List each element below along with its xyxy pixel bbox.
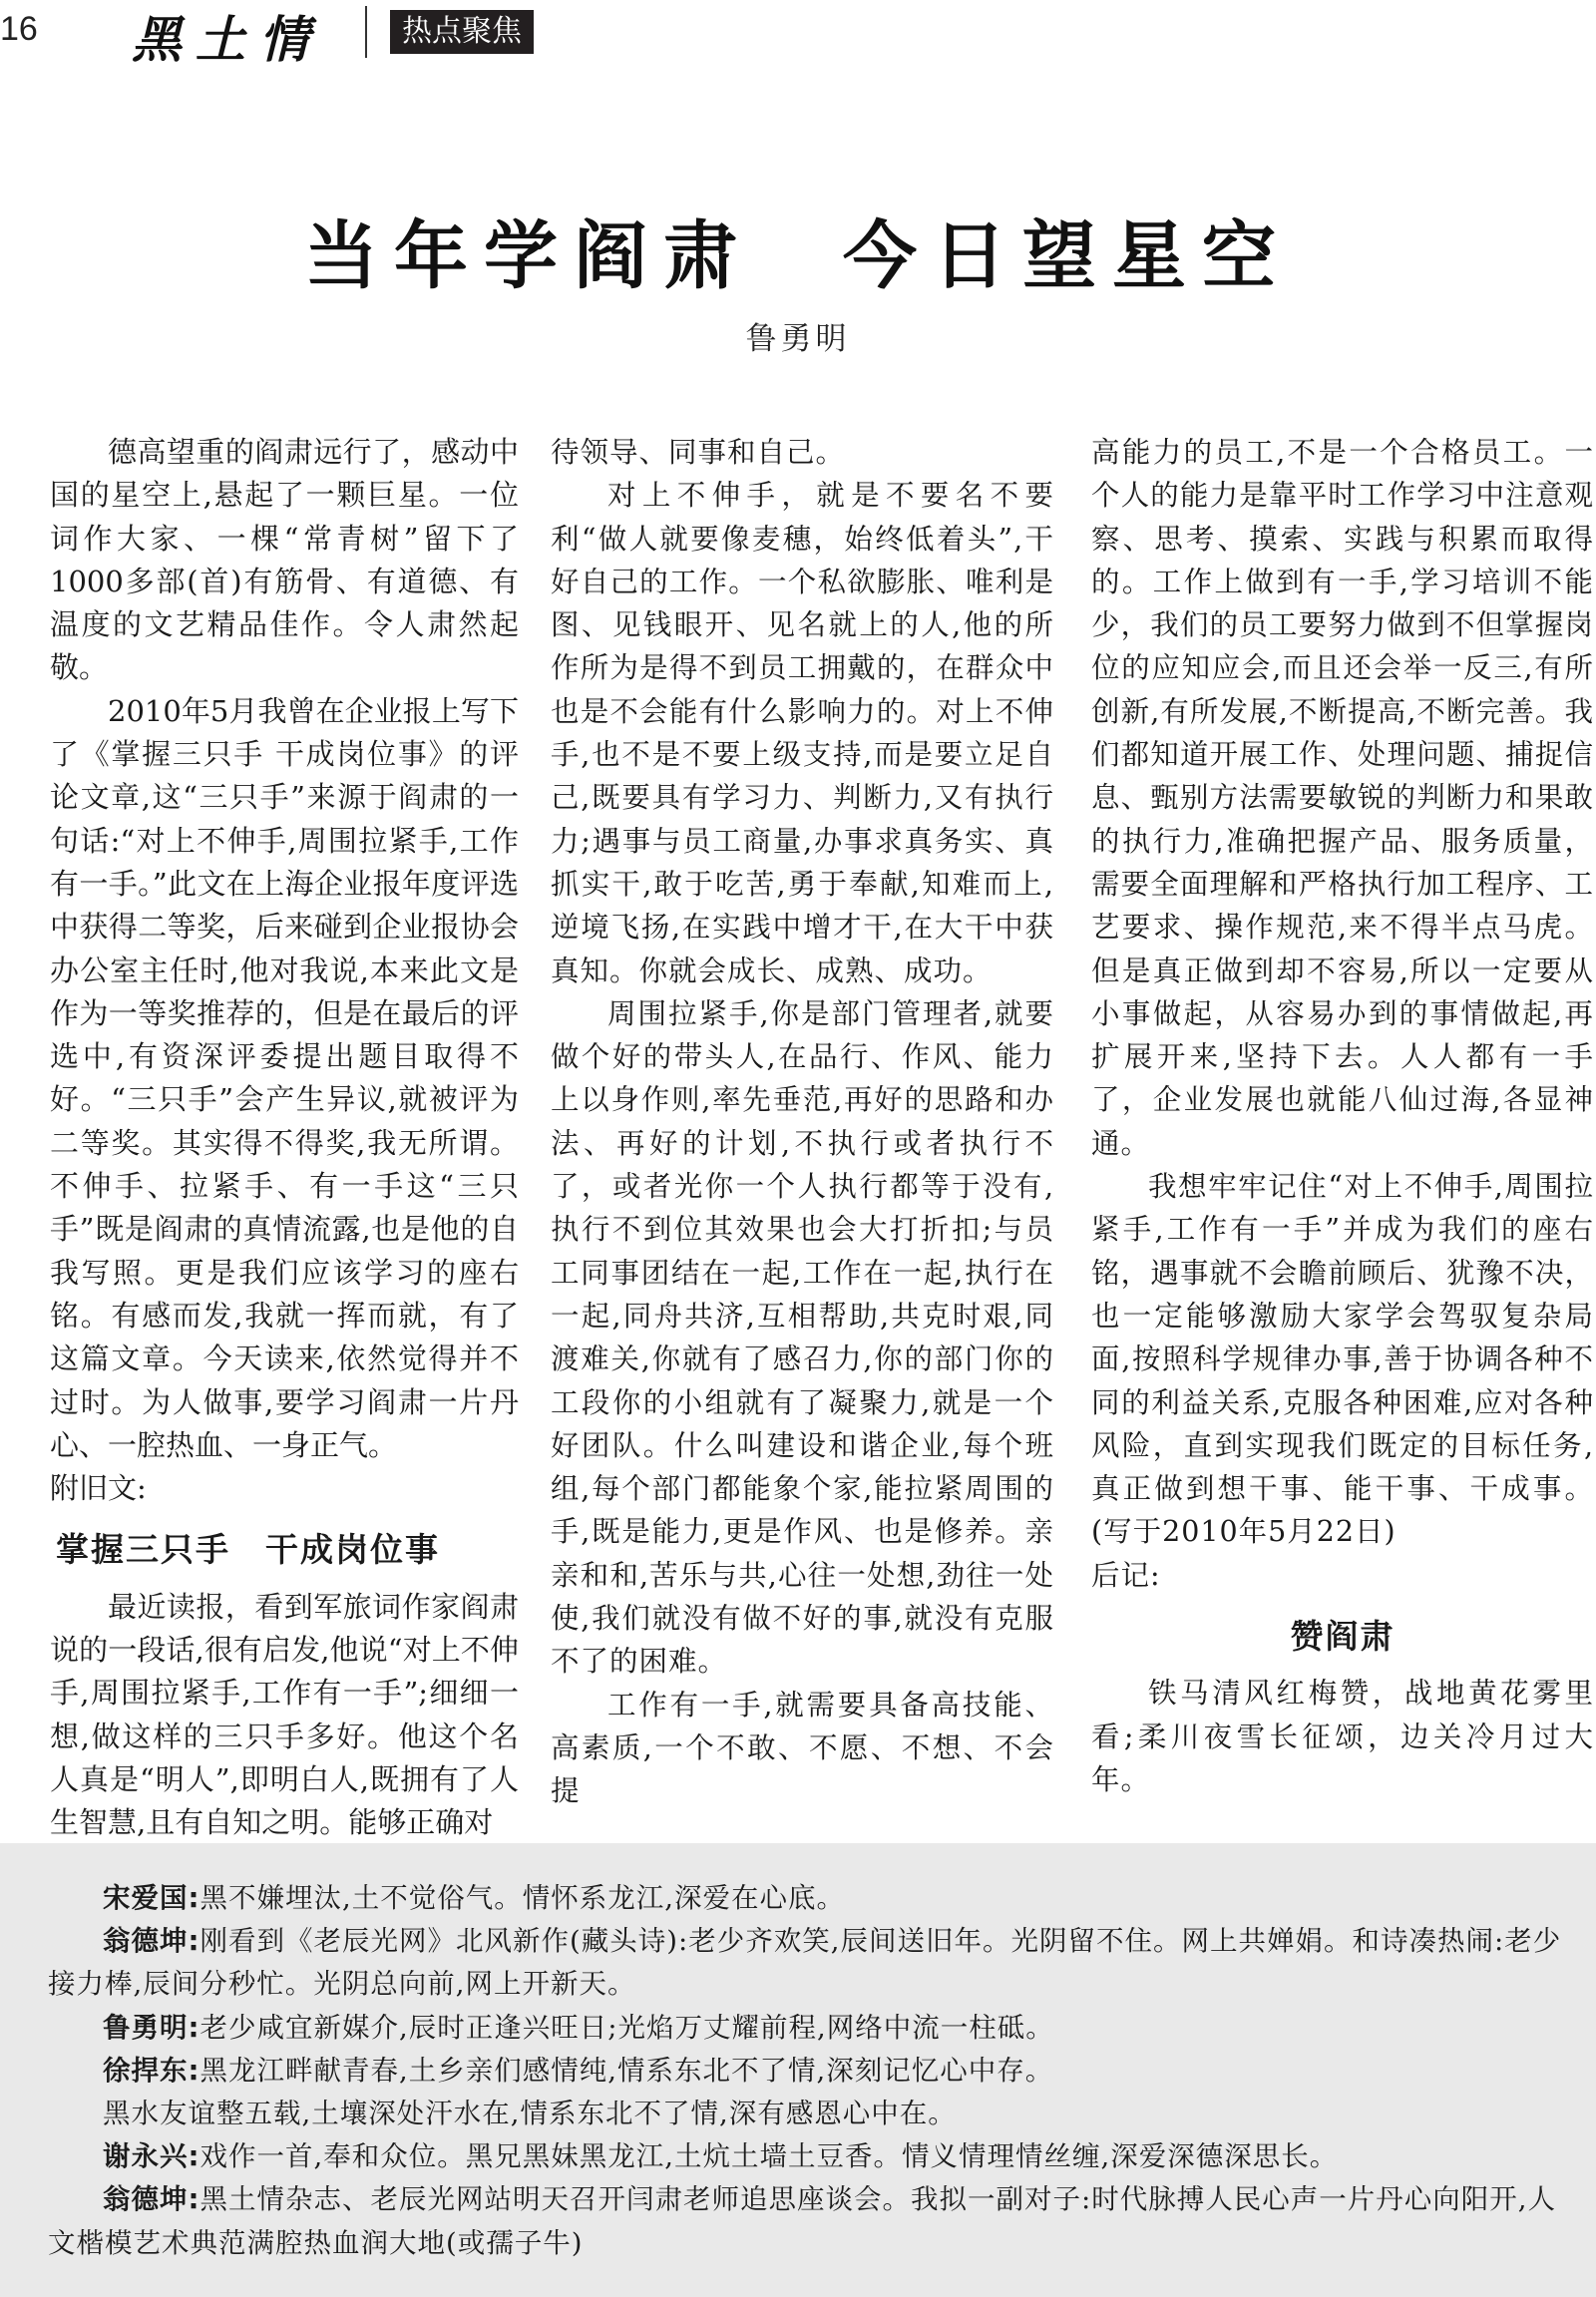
article-author: 鲁勇明	[745, 321, 851, 357]
paragraph: 铁马清风红梅赞，战地黄花雾里看;柔川夜雪长征颂，边关冷月过大年。	[1091, 1677, 1594, 1796]
comment-text: 戏作一首,奉和众位。黑兄黑妹黑龙江,土炕土墙土豆香。情义情理情丝缠,深爱深德深思长。	[200, 2140, 1339, 2173]
paragraph: 待领导、同事和自己。	[551, 436, 846, 469]
section-tag: 热点聚焦	[390, 10, 534, 54]
comment-text: 黑龙江畔献青春,土乡亲们感情纯,情系东北不了情,深刻记忆心中存。	[200, 2054, 1054, 2087]
commenter-name: 宋爱国:	[103, 1882, 200, 1914]
paragraph: 附旧文:	[50, 1471, 147, 1506]
sub-heading: 赞阎肃	[1290, 1617, 1396, 1657]
comment-item	[48, 2135, 1564, 2178]
comment-item	[48, 2007, 1564, 2050]
paragraph: 周围拉紧手,你是部门管理者,就要做个好的带头人,在品行、作风、能力上以身作则,率先垂范,再好的思路和办法、再好的计划,不执行或者执行不了，或者光你一个人执行都等于没有,执行不到位其效果也会大打折扣;与员工同事团结在一起,工作在一起,执行在一起,同舟共济,互相帮助,共克时艰,同渡难关,你就有了感召力,你的部门你的工段你的小组就有了凝聚力,就是一个好团队。什么叫建设和谐企业,每个班组,每个部门都能象个家,能拉紧周围的手,既是能力,更是作风、也是修养。亲亲和和,苦乐与共,心往一处想,劲往一处使,我们就没有做不好的事,就没有克服不了的困难。	[551, 996, 1054, 1679]
comment-text: 黑土情杂志、老辰光网站明天召开闫肃老师追思座谈会。我拟一副对子:时代脉搏人民心声一片丹心向阳开,人文楷模艺术典范满腔热血润大地(或孺子牛)	[48, 2183, 1557, 2259]
comments-box	[0, 1843, 1596, 2297]
sub-heading: 掌握三只手 干成岗位事	[56, 1530, 440, 1570]
commenter-name: 鲁勇明:	[103, 2011, 200, 2044]
comment-item	[48, 2178, 1564, 2264]
comments-list	[48, 1877, 1564, 2265]
comment-text: 老少咸宜新媒介,辰时正逢兴旺日;光焰万丈耀前程,网络中流一柱砥。	[200, 2011, 1054, 2044]
comment-text: 刚看到《老辰光网》北风新作(藏头诗):老少齐欢笑,辰间送旧年。光阴留不住。网上共婵娟。和诗凑热闹:老少接力棒,辰间分秒忙。光阴总向前,网上开新天。	[48, 1925, 1562, 2001]
comment-item	[48, 2050, 1564, 2093]
page-number: 16	[0, 10, 38, 48]
comment-text: 黑不嫌埋汰,土不觉俗气。情怀系龙江,深爱在心底。	[200, 1882, 845, 1914]
comment-item	[48, 1920, 1564, 2006]
commenter-name: 翁德坤:	[103, 1925, 200, 1958]
paragraph: 2010年5月我曾在企业报上写下了《掌握三只手 干成岗位事》的评论文章,这“三只手”来源于阎肃的一句话:“对上不伸手,周围拉紧手,工作有一手。”此文在上海企业报年度评选中获得二等奖，后来碰到企业报协会办公室主任时,他对我说,本来此文是作为一等奖推荐的，但是在最后的评选中,有资深评委提出题目取得不好。“三只手”会产生异议,就被评为二等奖。其实得不得奖,我无所谓。不伸手、拉紧手、有一手这“三只手”既是阎肃的真情流露,也是他的自我写照。更是我们应该学习的座右铭。有感而发,我就一挥而就，有了这篇文章。今天读来,依然觉得并不过时。为人做事,要学习阎肃一片丹心、一腔热血、一身正气。	[50, 693, 519, 1462]
paragraph: 我想牢牢记住“对上不伸手,周围拉紧手,工作有一手”并成为我们的座右铭，遇事就不会瞻前顾后、犹豫不决，也一定能够激励大家学会驾驭复杂局面,按照科学规律办事,善于协调各种不同的利益关系,克服各种困难,应对各种风险，直到实现我们既定的目标任务,真正做到想干事、能干事、干成事。(写于2010年5月22日)	[1091, 1170, 1594, 1549]
paragraph: 对上不伸手，就是不要名不要利“做人就要像麦穗，始终低着头”,干好自己的工作。一个私欲膨胀、唯利是图、见钱眼开、见名就上的人,他的所作所为是得不到员工拥戴的，在群众中也是不会能有什么影响力的。对上不伸手,也不是不要上级支持,而是要立足自己,既要具有学习力、判断力,又有执行力;遇事与员工商量,办事求真务实、真抓实干,敢于吃苦,勇于奉献,知难而上,逆境飞扬,在实践中增才干,在大干中获真知。你就会成长、成熟、成功。	[551, 479, 1054, 987]
paragraph: 后记:	[1091, 1558, 1161, 1592]
magazine-logo: 黑土情	[132, 10, 323, 69]
comment-item	[48, 2093, 1564, 2135]
article-title: 当年学阎肃 今日望星空	[304, 213, 1292, 299]
paragraph: 最近读报，看到军旅词作家阎肃说的一段话,很有启发,他说“对上不伸手,周围拉紧手,工作有一手”;细细一想,做这样的三只手多好。他这个名人真是“明人”,即明白人,既拥有了人生智慧,且有自知之明。能够正确对	[50, 1589, 519, 1840]
commenter-name: 谢永兴:	[103, 2140, 200, 2173]
article-column-2	[551, 431, 1054, 1813]
paragraph: 工作有一手,就需要具备高技能、高素质,一个不敢、不愿、不想、不会提	[551, 1688, 1054, 1808]
commenter-name: 翁德坤:	[103, 2183, 200, 2216]
article-column-3	[1091, 431, 1594, 1801]
paragraph: 德高望重的阎肃远行了，感动中国的星空上,悬起了一颗巨星。一位词作大家、一棵“常青树”留下了1000多部(首)有筋骨、有道德、有温度的文艺精品佳作。令人肃然起敬。	[50, 435, 519, 685]
comment-text: 黑水友谊整五载,土壤深处汗水在,情系东北不了情,深有感恩心中在。	[103, 2098, 957, 2130]
comment-item	[48, 1877, 1564, 1920]
paragraph: 高能力的员工,不是一个合格员工。一个人的能力是靠平时工作学习中注意观察、思考、摸索、实践与积累而取得的。工作上做到有一手,学习培训不能少，我们的员工要努力做到不但掌握岗位的应知应会,而且还会举一反三,有所创新,有所发展,不断提高,不断完善。我们都知道开展工作、处理问题、捕捉信息、甄别方法需要敏锐的判断力和果敢的执行力,准确把握产品、服务质量，需要全面理解和严格执行加工程序、工艺要求、操作规范,来不得半点马虎。但是真正做到却不容易,所以一定要从小事做起，从容易办到的事情做起,再扩展开来,坚持下去。人人都有一手了，企业发展也就能八仙过海,各显神通。	[1091, 436, 1594, 1160]
header-divider	[365, 6, 367, 58]
article-column-1	[50, 431, 519, 1845]
commenter-name: 徐捍东:	[103, 2054, 200, 2087]
